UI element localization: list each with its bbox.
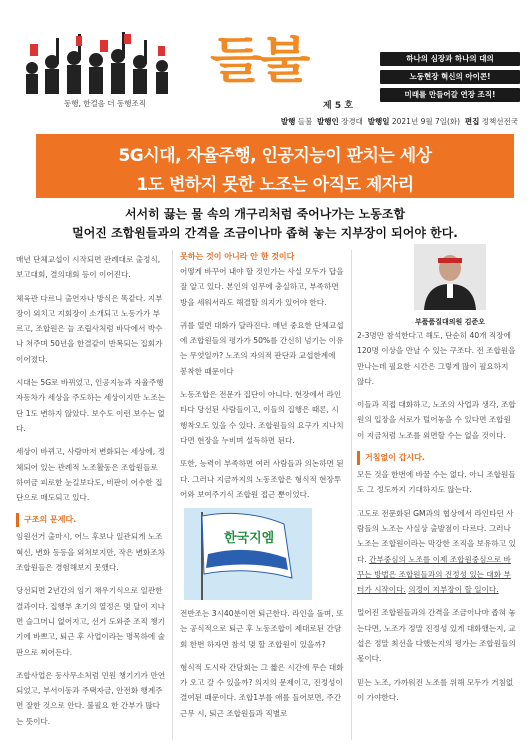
paragraph: 믿는 노조, 가까워진 노조를 위해 모두가 거침없이 가야한다. — [357, 677, 514, 702]
pub-label: 발행 — [280, 117, 296, 126]
section-heading: 못하는 것이 아니라 안 한 것이다 — [180, 252, 295, 261]
article-column-2-cont — [180, 606, 344, 729]
paragraph: 어떻게 바꾸어 내야 할 것인가는 사실 모두가 답을 잘 알고 있다. 본인의 임무에 충실하고, 부족하면 방을 세워서라도 해결할 의지가 있어야 한다. — [180, 267, 344, 307]
paragraph: 멀어진 조합원들과의 간격을 조금이나마 좁혀 놓는다면, 노조가 정말 진정성 있게 대화했는지, 교섭은 정말 최선을 다했는지의 평가는 조합원들의 몫이다. — [357, 608, 516, 664]
paragraph: 노동조합은 전문가 집단이 아니다. 현장에서 라인타다 당선된 사람들이고, 이들의 집행은 때론, 시행착오도 있을 수 있다. 조합원들의 요구가 지나치다면 현장을 누비며 설득하면 된다. — [180, 390, 344, 445]
paragraph: 전반조는 3시40분이면 퇴근한다. 라인을 돌며, 또는 공식적으로 퇴근 후 노동조합이 제대로된 간담회 한번 하자면 참석 몇 할 조합원이 있을까? — [180, 609, 344, 649]
paragraph: 세상이 바뀌고, 사람마저 변화되는 세상에, 정체되어 있는 관례적 노조활동은 조합원들로 하여금 피로한 눈길보다도, 비판이 어수한 집단으로 매도되고 있다. — [16, 447, 165, 503]
crowd-illustration — [18, 28, 178, 96]
slogan-badges — [380, 52, 520, 106]
pub-value: 장경대 — [341, 117, 363, 126]
paragraph: 시대는 5G로 바뀌었고, 인공지능과 자율주행 자동차가 세상을 주도하는 세상이지만 노조는 단 1도 변하지 않았다. 보수도 이런 보수는 없다. — [16, 378, 166, 433]
paragraph: 이들과 직접 대화하고, 노조의 사업과 생각, 조합원의 입장을 서로가 털어놓을 수 있다면 조합원이 지금처럼 노조를 외면할 수는 없을 것이다. — [357, 400, 516, 440]
article-column-2 — [180, 250, 344, 510]
column-divider — [172, 250, 173, 740]
author-photo — [414, 244, 486, 310]
underlined-text: 의정이 지부장이 할 일이다. — [408, 585, 499, 595]
paragraph: 또한, 능력이 부족하면 여러 사람들과 의논하면 된다. 그러나 지금까지의 노동조합은 형식적 현장투어와 보여주기식 조합원 접근 뿐이었다. — [180, 459, 344, 499]
flag-text: 한국지엠 — [224, 531, 275, 546]
pub-value: 들불 — [297, 117, 313, 126]
paragraph — [357, 506, 517, 598]
paragraph: 조합사업은 동사무소처럼 민원 챙기기가 만연되었고, 부서이동과 주택자금, 안전화 행계주면 잘한 것으로 안다. 불필요 한 간부가 많다는 뜻이다. — [16, 670, 166, 726]
pub-label: 발행인 — [317, 117, 339, 126]
paragraph: 체육관 다르니 출연자나 방식은 똑같다. 지부장이 외치고 지회장이 소개되고 노동가가 부르고, 조합원은 늘 조립사처럼 바닥에서 박수나 쳐주며 50년을 한결같이 반복되는 집회가 이어졌다. — [16, 293, 163, 364]
section-heading: 거침없이 갑시다. — [357, 451, 517, 465]
pub-label: 발행일 — [367, 117, 390, 126]
section-heading: 구조의 문제다. — [16, 513, 166, 527]
underlined-text: 간부중심의 노조를 이제 조합원중심으로 바꾸는 방법은 조합원들과의 진정성 있는 대화 부터가 시작이다. — [357, 554, 511, 595]
subheadline: 서서히 끓는 물 속의 개구리처럼 죽어나가는 노동조합 — [124, 207, 406, 221]
slogan: 동행, 한걸음 더 동행조직 — [64, 99, 146, 108]
pub-value: 정책선전국 — [481, 117, 518, 126]
paragraph: 매년 단체교섭이 시작되면 관례대로 출정식, 보고대회, 결의대회 등이 이어진다. — [16, 255, 161, 280]
union-flag-image — [184, 508, 312, 600]
headline-line: 5G시대, 자율주행, 인공지능이 판치는 세상 — [118, 146, 432, 166]
issue-number: 제 5 호 — [323, 101, 353, 111]
slogan-badge: 미래를 만들어갈 연장 조직! — [380, 88, 520, 102]
pub-label: 편집 — [464, 117, 480, 126]
subheadline: 멀어진 조합원들과의 간격을 조금이나마 좁혀 놓는 지부장이 되어야 한다. — [72, 226, 458, 240]
photo-caption: 부품품질대의원 김준오 — [414, 318, 486, 326]
pub-value: 2021년 9월 7일(화) — [391, 117, 461, 126]
headline-banner — [36, 134, 514, 198]
paragraph: 2-3명만 참석한다고 해도, 단순히 40개 직장에 120명 이상을 만날 수 있는 구조다. 전 조합원을 만나는데 필요한 시간은 그렇게 많이 필요하지 않다. — [357, 331, 516, 386]
paragraph: 모든 것을 한번에 바꿀 수는 없다. 아니 조합원들도 그 정도까지 기대하지도 않는다. — [357, 470, 516, 495]
slogan-badge: 노동현장 혁신의 아이콘! — [380, 70, 520, 84]
paragraph: 당선되면 2년간의 임기 채우기식으로 일관한 결과이다. 집행부 초기의 열정은 몇 달이 지나면 슬그머니 없어지고, 선거 도와준 조직 챙기기에 바쁘고, 퇴근 후 사업이라는 명목하에 술판으로 찌어든다. — [16, 586, 165, 657]
slogan-badge: 하나의 심장과 하나의 대의 — [380, 52, 520, 66]
article-column-1 — [16, 252, 166, 737]
column-divider — [351, 250, 352, 740]
paragraph: 임원선거 출마시, 어느 후보나 일관되게 노조혁신, 변화 등등을 외쳐보지만, 작은 변화조차 조합원들은 경험해보지 못했다. — [16, 532, 165, 573]
headline-line: 1도 변하지 못한 노조는 아직도 제자리 — [136, 175, 414, 195]
article-column-3 — [357, 328, 517, 713]
publication-info — [0, 116, 518, 127]
paragraph: 형식적 도시락 간담회는 그 짧은 시간에 무슨 대화가 오고 갈 수 있을까? 의지의 문제이고, 진정성이 결여된 때문이다. 조합1부를 애를 들어보면, 주간근무 시, 퇴근 조합원들과 직별로 — [180, 662, 344, 718]
text-run: 고도로 전문화된 GM과의 협상에서 라인타던 사람들의 노조는 사실상 출발점이 다르다. 그러나 노조는 조합원이라는 막강한 조직을 보유하고 있다. — [357, 508, 516, 564]
paragraph: 귀를 열면 대화가 달라진다. 매년 중요한 단체교섭에 조합원들의 평가가 50%를 간신히 넘기는 이유는 무엇일까? 노조의 자의적 판단과 교섭한계에 봉착한 때문이다 — [180, 320, 344, 376]
masthead — [0, 0, 530, 128]
newspaper-logo: 들불 — [210, 32, 307, 89]
